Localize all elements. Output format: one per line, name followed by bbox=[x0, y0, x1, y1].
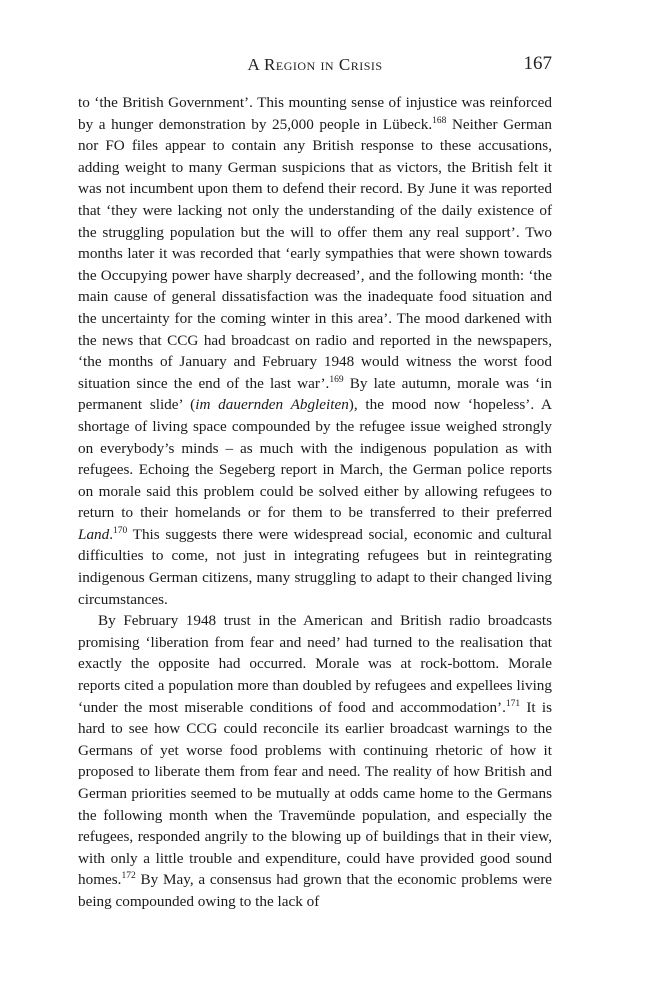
text-run: By May, a consensus had grown that the economic problems were being compounded owing to the lack of bbox=[78, 871, 552, 910]
text-run: By February 1948 trust in the American and British radio broadcasts promising ‘liberation from fear and need’ had turned to the realisation that exactly the opposite had occurred. Morale was at rock-bottom. Morale reports cited a population more than doubled by refugees and expellees living ‘under the most miserable conditions of food and accommodation’. bbox=[78, 612, 552, 716]
italic-word: Land bbox=[78, 525, 110, 543]
footnote-ref-169: 169 bbox=[329, 374, 344, 385]
body-text bbox=[78, 92, 552, 913]
text-run: ), the mood now ‘hopeless’. A shortage of living space compounded by the refugee issue weighed strongly on everybody’s minds – as much with the indigenous population as with refugees. Echoing the Segeberg report in March, the German police reports on morale said this problem could be solved either by allowing refugees to return to their homelands or for them to be transferred to their preferred bbox=[78, 396, 552, 522]
footnote-ref-172: 172 bbox=[121, 871, 136, 882]
footnote-ref-168: 168 bbox=[432, 115, 447, 126]
running-title: A Region in Crisis bbox=[247, 55, 383, 74]
footnote-ref-171: 171 bbox=[505, 698, 521, 709]
paragraph bbox=[78, 610, 552, 912]
text-run: Neither German nor FO files appear to contain any British response to these accusations, adding weight to many German suspicions that as victors, the British felt it was not incumbent upon them to defend their record. By June it was reported that ‘they were lacking not only the understanding of the daily existence of the struggling population but the will to offer them any real support’. Two months later it was recorded that ‘early sympathies that were shown towards the Occupying power have sharply decreased’, and the following month: ‘the main cause of general dissatisfaction was the inadequate food situation and the uncertainty for the coming winter in this area’. The mood darkened with the news that CCG had broadcast on radio and reported in the newspapers, ‘the months of January and February 1948 would witness the worst food situation since the end of the last war’. bbox=[78, 115, 552, 392]
text-run: It is hard to see how CCG could reconcile its earlier broadcast warnings to the Germans of yet worse food problems with continuing rhetoric of how it proposed to liberate them from fear and need. The reality of how British and German priorities seemed to be mutually at odds came home to the Germans the following month when the Travemünde population, and especially the refugees, responded angrily to the blowing up of buildings that in their view, with only a little trouble and expenditure, could have provided good sound homes. bbox=[78, 698, 552, 889]
italic-phrase: im dauernden Abgleiten bbox=[195, 396, 349, 414]
text-run: By late autumn, morale was ‘in permanent slide’ ( bbox=[78, 374, 553, 414]
paragraph bbox=[78, 92, 552, 610]
footnote-ref-170: 170 bbox=[113, 525, 128, 536]
running-head bbox=[78, 52, 552, 80]
text-run: to ‘the British Government’. This mounting sense of injustice was reinforced by a hunger demonstration by 25,000 people in Lübeck. bbox=[78, 94, 552, 133]
text-run: This suggests there were widespread social, economic and cultural difficulties to come, not just in integrating refugees but in reintegrating indigenous German citizens, many struggling to adapt to their changed living circumstances. bbox=[78, 525, 552, 608]
text-run: . bbox=[109, 525, 114, 543]
page-number: 167 bbox=[523, 53, 552, 74]
